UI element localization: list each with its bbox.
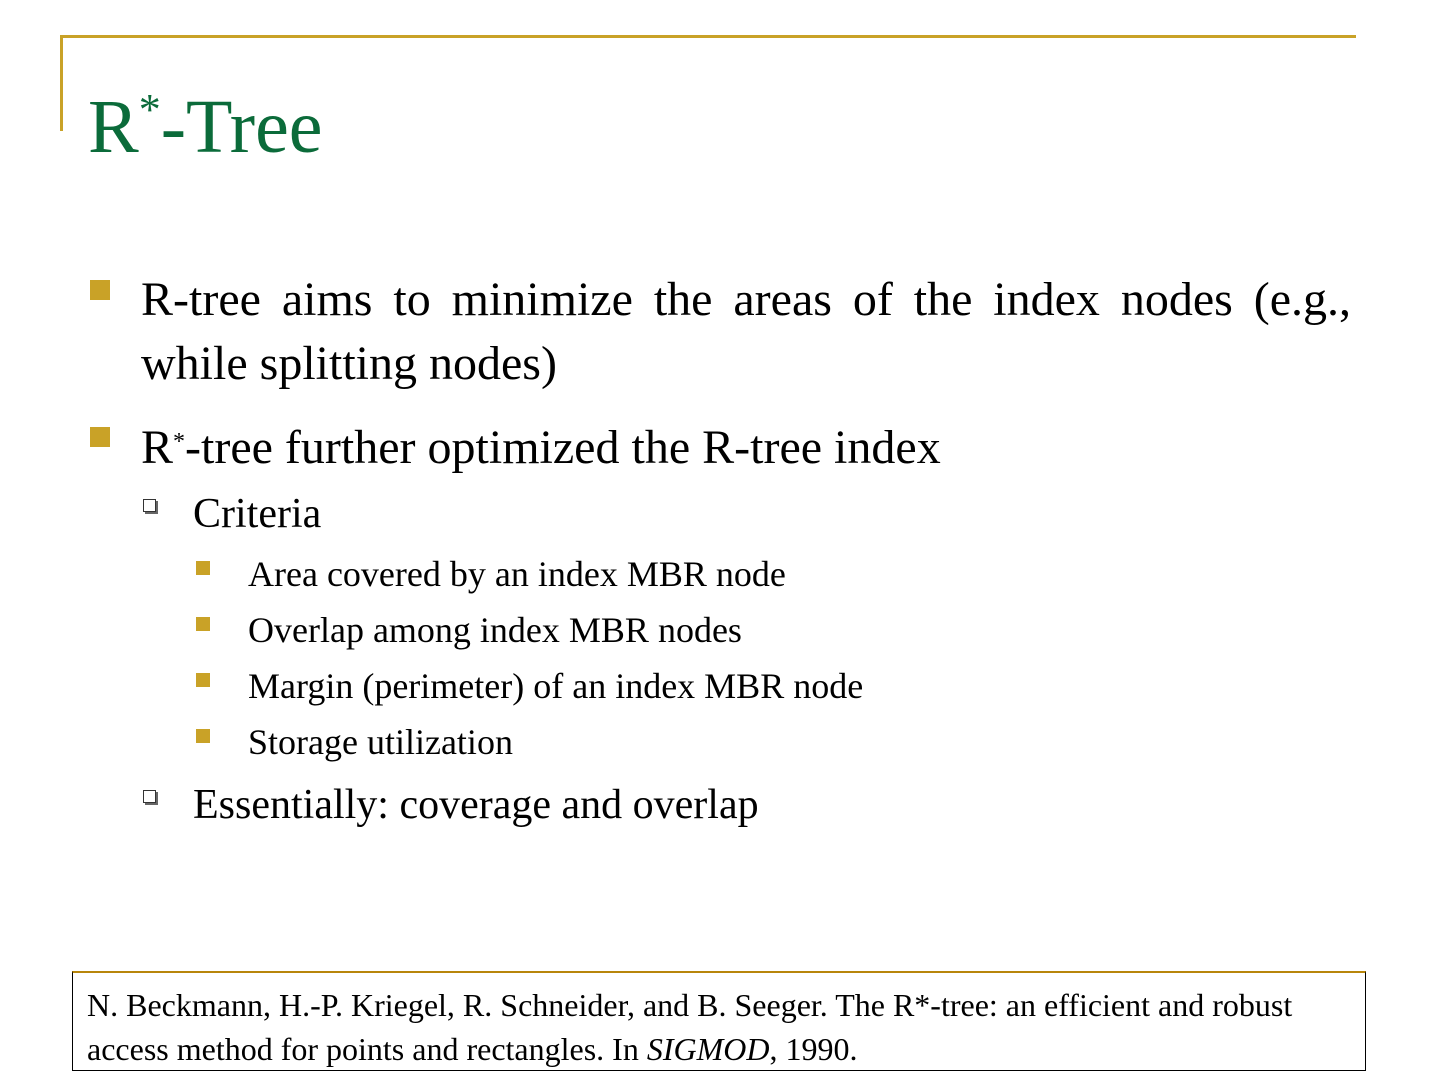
criteria-item: Storage utilization — [248, 722, 513, 762]
title-frame-top-rule — [60, 35, 1356, 38]
reference-venue: SIGMOD — [646, 1031, 770, 1067]
sub-bullet-criteria: Criteria — [193, 491, 322, 537]
slide-title: R*-Tree — [88, 85, 323, 169]
hollow-square-bullet-icon — [143, 790, 156, 803]
reference-box — [72, 971, 1366, 1071]
criteria-item: Margin (perimeter) of an index MBR node — [248, 666, 864, 706]
square-bullet-icon — [196, 617, 210, 631]
square-bullet-icon — [90, 280, 110, 300]
bullet-rtree-aim: R-tree aims to minimize the areas of the index nodes (e.g., while splitting nodes) — [141, 273, 1351, 390]
square-bullet-icon — [196, 673, 210, 687]
sub-bullet-essentially: Essentially: coverage and overlap — [193, 782, 759, 828]
bullet-rstar-tree: R*-tree further optimized the R-tree index — [141, 421, 941, 474]
square-bullet-icon — [90, 427, 110, 447]
title-frame-left-rule — [60, 35, 63, 131]
hollow-square-bullet-icon — [143, 499, 156, 512]
square-bullet-icon — [196, 729, 210, 743]
square-bullet-icon — [196, 561, 210, 575]
criteria-item: Area covered by an index MBR node — [248, 554, 786, 594]
reference-citation: N. Beckmann, H.-P. Kriegel, R. Schneider, and B. Seeger. The R*-tree: an efficient and robust access method for points and rectangles. In SIGMOD, 1990. — [87, 987, 1293, 1067]
criteria-item: Overlap among index MBR nodes — [248, 610, 742, 650]
